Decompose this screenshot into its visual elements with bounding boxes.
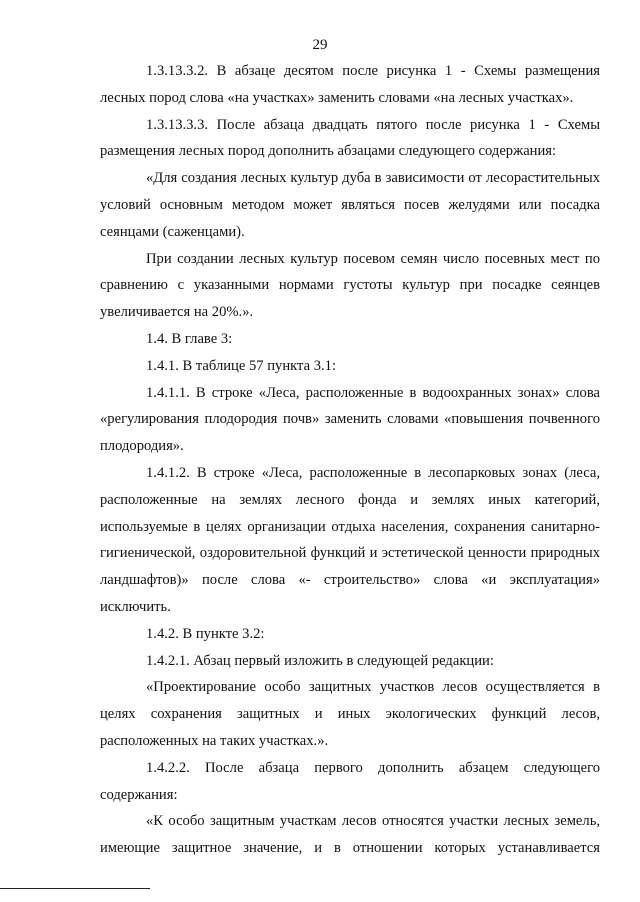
- paragraph-seed-sowing: При создании лесных культур посевом семян число посевных мест по сравнению с указанными нормами густоты культур при посадке сеянцев увеличивается на 20%.».: [100, 250, 600, 321]
- document-body: [100, 58, 600, 862]
- paragraph-1-4-2-2: 1.4.2.2. После абзаца первого дополнить абзацем следующего содержания:: [100, 759, 600, 803]
- paragraph-1-4-2: 1.4.2. В пункте 3.2:: [146, 625, 265, 642]
- paragraph-1-4-1-1: 1.4.1.1. В строке «Леса, расположенные в водоохранных зонах» слова «регулирования плодородия почв» заменить словами «повышения почвенного плодородия».: [100, 384, 600, 455]
- paragraph-1-4: 1.4. В главе 3:: [146, 330, 233, 347]
- paragraph-protective-plots: «Проектирование особо защитных участков лесов осуществляется в целях сохранения защитных и иных экологических функций лесов, расположенных на таких участках.».: [100, 679, 600, 749]
- page-number: 29: [312, 37, 328, 53]
- paragraph-special-protective-plots: «К особо защитным участкам лесов относятся участки лесных земель, имеющие защитное значение, и в отношении которых устанавливается: [100, 813, 600, 857]
- paragraph-1-4-1-2: 1.4.1.2. В строке «Леса, расположенные в лесопарковых зонах (леса, расположенные на землях лесного фонда и землях иных категорий, используемые в целях организации отдыха населения, сохранения санитарно-гигиенической, оздоровительной функций и эстетической ценности природных ландшафтов)» после слова «- строительство» слова «и эксплуатация» исключить.: [100, 464, 600, 615]
- paragraph-oak-cultures: «Для создания лесных культур дуба в зависимости от лесорастительных условий основным методом может являться посев желудями или посадка сеянцами (саженцами).: [100, 170, 600, 240]
- paragraph-1-3-13-3-2: 1.3.13.3.2. В абзаце десятом после рисунка 1 - Схемы размещения лесных пород слова «на участках» заменить словами «на лесных участках».: [100, 63, 600, 106]
- paragraph-1-3-13-3-3: 1.3.13.3.3. После абзаца двадцать пятого после рисунка 1 - Схемы размещения лесных пород дополнить абзацами следующего содержания:: [100, 116, 600, 160]
- footnote-separator-line: [0, 888, 150, 889]
- paragraph-1-4-1: 1.4.1. В таблице 57 пункта 3.1:: [146, 357, 337, 374]
- paragraph-1-4-2-1: 1.4.2.1. Абзац первый изложить в следующей редакции:: [146, 652, 494, 669]
